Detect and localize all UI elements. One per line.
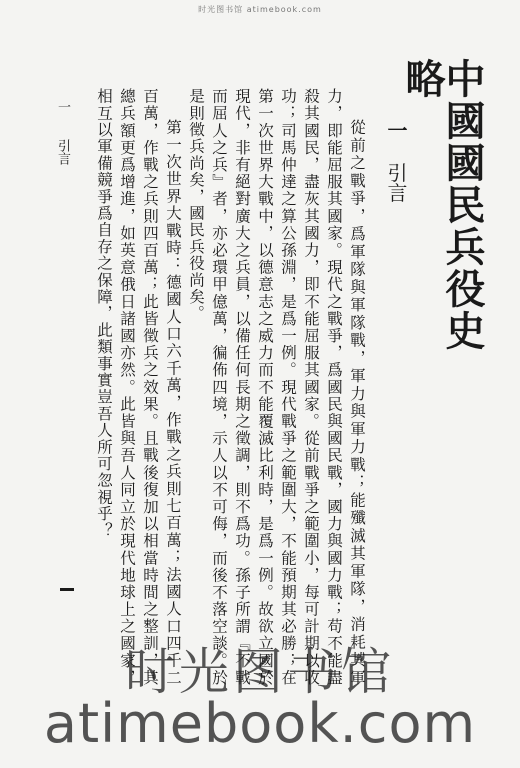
site-header: 时光图书馆 atimebook.com (198, 5, 322, 14)
book-title: 中國國民兵役史略 (399, 58, 486, 352)
margin-mark (60, 588, 74, 591)
section-heading (386, 120, 406, 260)
paragraph-2: 第一次世界大戰時：德國人口六千萬，作戰之兵則七百萬；法國人口四千二百萬，作戰之兵則四百萬；此皆徵兵之效果。且戰後復加以相當時間之整訓，其總兵額更爲增進，如英意俄日諸國亦然。此皆與吾人同立於現代地球上之國家，相互以軍備競爭爲自存之保障，此類事實豈吾人所可忽視乎？ (95, 88, 182, 686)
page-number: 一 (55, 100, 70, 113)
body-text (86, 88, 368, 686)
watermark-url: atimebook.com (43, 692, 477, 755)
paragraph-1: 從前之戰爭，爲軍隊與軍隊戰，軍力與軍力戰；能殲滅其軍隊，消耗其軍力，即能屈服其國家。現代之戰爭，爲國民與國民戰，國力與國力戰；苟不能盡殺其國民，盡灰其國力，即不能屈服其國家。從前戰爭之範圍小，每可計期以收功；司馬仲達之算公孫淵，是爲一例。現代戰爭之範圍大，不能預期其必勝；在第一次世界大戰中，以德意志之威力而不能覆滅比利時，是爲一例。故欲立國於現代，非有絕對廣大之兵員，以備任何長期之徵調，則不爲功。孫子所謂『不戰而屈人之兵』者，亦必環甲億萬，徧佈四境，示人以不可侮，而後不落空談。於是則徵兵尚矣，國民兵役尚矣。 (187, 88, 366, 686)
section-title: 引言 (384, 162, 408, 203)
watermark-cn: 时光图书馆 (125, 643, 395, 701)
page-footer (56, 100, 69, 280)
section-number: 一 (384, 120, 408, 140)
footer-section-label: 引言 (55, 139, 70, 166)
